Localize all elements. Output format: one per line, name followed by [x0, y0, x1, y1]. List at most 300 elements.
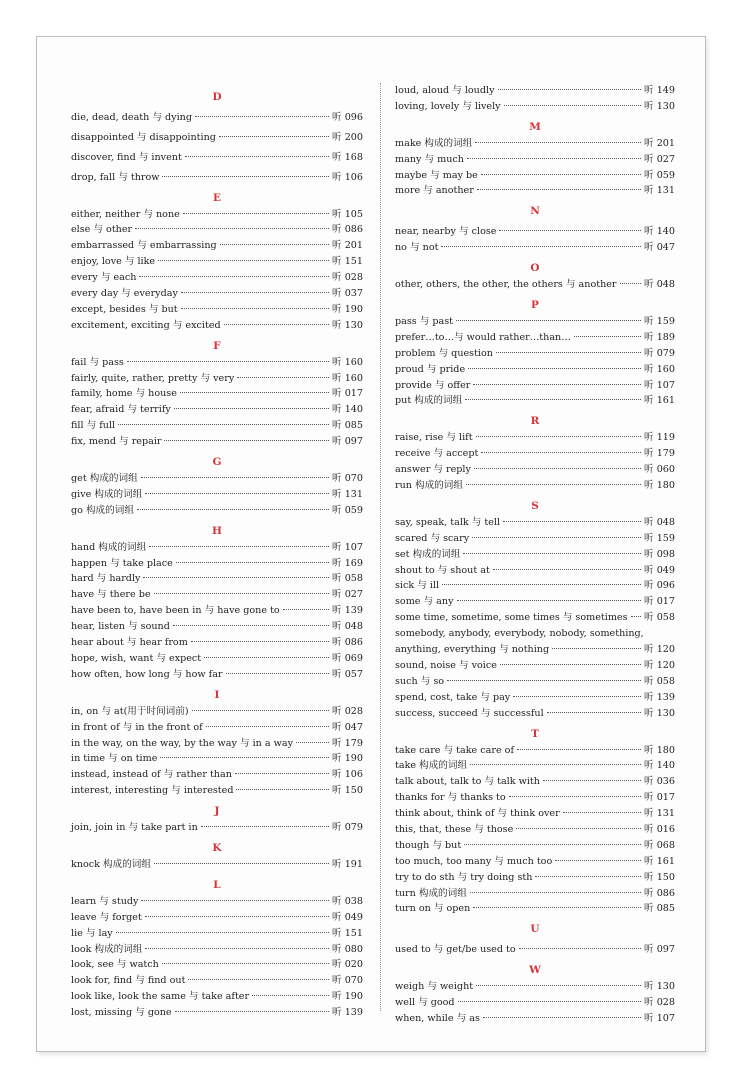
section-letter: J	[214, 805, 220, 818]
entry-text: maybe 与 may be	[395, 169, 478, 181]
page-label: 听	[332, 303, 342, 315]
page-label: 听	[644, 691, 654, 703]
page-number: 047	[656, 242, 675, 254]
entry-text: other, others, the other, the others 与 another	[395, 279, 617, 291]
index-entry	[71, 603, 363, 619]
entry-page	[644, 430, 675, 446]
entry-text: instead, instead of 与 rather than	[71, 769, 232, 781]
section-letter: O	[530, 262, 540, 275]
page-label: 听	[644, 707, 654, 719]
entry-text: get 构成的词组	[71, 473, 138, 485]
page-number: 105	[344, 208, 363, 220]
entry-page	[644, 378, 675, 394]
entry-page	[332, 1005, 363, 1021]
index-entry	[395, 430, 675, 446]
index-entry	[71, 1005, 363, 1021]
index-entry	[395, 642, 675, 658]
entry-text: family, home 与 house	[71, 388, 177, 400]
page-label: 听	[332, 737, 342, 749]
dot-leader	[456, 320, 641, 321]
entry-text: say, speak, talk 与 tell	[395, 516, 501, 528]
dot-leader	[493, 569, 641, 570]
index-column-left	[71, 85, 363, 1021]
page-number: 140	[344, 404, 363, 416]
page-label: 听	[644, 839, 654, 851]
entry-page	[644, 362, 675, 378]
dot-leader	[466, 484, 641, 485]
page-number: 058	[656, 612, 675, 624]
dot-leader	[224, 324, 329, 325]
entry-text: discover, find 与 invent	[71, 151, 182, 163]
entry-page	[644, 658, 675, 674]
section-letter: S	[531, 499, 539, 512]
entry-text: have 与 there be	[71, 589, 151, 601]
page-label: 听	[644, 564, 654, 576]
index-entry	[395, 942, 675, 958]
page-label: 听	[644, 532, 654, 544]
dot-leader	[509, 796, 641, 797]
dot-leader	[470, 764, 641, 765]
entry-page	[644, 995, 675, 1011]
entry-page	[644, 674, 675, 690]
entry-text: turn on 与 open	[395, 903, 471, 915]
page-number: 037	[344, 288, 363, 300]
page-label: 听	[644, 776, 654, 788]
entry-text: loving, lovely 与 lively	[395, 100, 501, 112]
entry-text: pass 与 past	[395, 316, 454, 328]
page-label: 听	[644, 744, 654, 756]
page-label: 听	[644, 185, 654, 197]
page-number: 086	[344, 637, 363, 649]
page-label: 听	[332, 959, 342, 971]
entry-text: hard 与 hardly	[71, 573, 141, 585]
index-entry	[395, 758, 675, 774]
index-entry	[71, 720, 363, 736]
page-number: 098	[656, 548, 675, 560]
entry-text: more 与 another	[395, 185, 474, 197]
index-entry	[395, 743, 675, 759]
dot-leader	[237, 377, 329, 378]
index-section	[395, 412, 675, 494]
entry-text: fix, mend 与 repair	[71, 436, 162, 448]
entry-page	[332, 110, 363, 126]
page-number: 201	[344, 240, 363, 252]
entry-text: provide 与 offer	[395, 379, 471, 391]
entry-text: every 与 each	[71, 272, 137, 284]
index-section	[71, 802, 363, 836]
entry-page	[332, 170, 363, 186]
index-entry	[71, 736, 363, 752]
page-label: 听	[644, 760, 654, 772]
index-entry	[71, 207, 363, 223]
entry-page	[332, 207, 363, 223]
entry-text: leave 与 forget	[71, 911, 142, 923]
page-label: 听	[644, 792, 654, 804]
entry-text: many 与 much	[395, 153, 464, 165]
page-label: 听	[644, 85, 654, 96]
entry-text: go 构成的词组	[71, 504, 134, 516]
index-entry	[395, 690, 675, 706]
index-entry	[71, 957, 363, 973]
index-entry	[395, 886, 675, 902]
page-number: 016	[656, 823, 675, 835]
page-number: 189	[656, 331, 675, 343]
index-entry	[71, 973, 363, 989]
entry-page	[332, 540, 363, 556]
entry-text: anything, everything 与 nothing	[395, 644, 550, 656]
page-label: 听	[332, 420, 342, 432]
dot-leader	[176, 562, 329, 563]
entry-page	[332, 820, 363, 836]
dot-leader	[517, 749, 641, 750]
index-entry	[71, 222, 363, 238]
page-label: 听	[332, 112, 342, 123]
index-entry	[395, 610, 675, 626]
index-section	[395, 920, 675, 958]
entry-page	[332, 751, 363, 767]
index-entry	[71, 110, 363, 126]
page-number: 131	[656, 808, 675, 820]
index-entry	[395, 563, 675, 579]
entry-page	[332, 130, 363, 146]
page-label: 听	[332, 436, 342, 448]
dot-leader	[563, 812, 641, 813]
dot-leader	[201, 826, 329, 827]
dot-leader	[191, 641, 329, 642]
page-label: 听	[644, 855, 654, 867]
entry-text: in, on 与 at(用于时间词前)	[71, 705, 189, 717]
entry-text: too much, too many 与 much too	[395, 855, 553, 867]
entry-page	[644, 774, 675, 790]
dot-leader	[192, 710, 329, 711]
page-label: 听	[644, 808, 654, 820]
entry-text: look for, find 与 find out	[71, 975, 186, 987]
section-letter: F	[213, 339, 221, 352]
page-label: 听	[332, 388, 342, 400]
entry-page	[644, 706, 675, 722]
page-number: 080	[344, 943, 363, 955]
dot-leader	[141, 900, 329, 901]
dot-leader	[477, 189, 641, 190]
dot-leader	[236, 789, 329, 790]
page-number: 058	[656, 675, 675, 687]
index-column-right	[395, 83, 675, 1027]
index-entry	[71, 667, 363, 683]
page-number: 059	[344, 504, 363, 516]
entry-page	[644, 610, 675, 626]
entry-page	[332, 926, 363, 942]
entry-text: fill 与 full	[71, 420, 116, 432]
entry-page	[644, 478, 675, 494]
page-number: 107	[656, 1012, 675, 1024]
page-label: 听	[332, 858, 342, 870]
dot-leader	[188, 979, 329, 980]
page-label: 听	[644, 903, 654, 915]
dot-leader	[473, 907, 641, 908]
page-label: 听	[332, 288, 342, 300]
entry-text: lost, missing 与 gone	[71, 1007, 172, 1019]
entry-text: thanks for 与 thanks to	[395, 792, 506, 804]
index-entry	[395, 838, 675, 854]
entry-page	[644, 822, 675, 838]
entry-text: fairly, quite, rather, pretty 与 very	[71, 372, 235, 384]
index-section	[395, 296, 675, 409]
entry-page	[332, 635, 363, 651]
dot-leader	[473, 384, 641, 385]
dot-leader	[145, 493, 329, 494]
entry-page	[332, 487, 363, 503]
page-number: 070	[344, 473, 363, 485]
page-label: 听	[644, 331, 654, 343]
entry-text: fail 与 pass	[71, 356, 124, 368]
dot-leader	[552, 648, 641, 649]
dot-leader	[162, 176, 329, 177]
page-number: 161	[656, 855, 675, 867]
entry-text: try to do sth 与 try doing sth	[395, 871, 533, 883]
index-entry	[395, 674, 675, 690]
section-letter: G	[212, 456, 222, 469]
page-number: 017	[656, 792, 675, 804]
entry-text: excitement, exciting 与 excited	[71, 319, 221, 331]
entry-page	[332, 386, 363, 402]
entry-page	[644, 393, 675, 409]
dot-leader	[468, 368, 641, 369]
dot-leader	[174, 408, 329, 409]
dot-leader	[226, 673, 330, 674]
page-number: 130	[656, 981, 675, 993]
entry-text: either, neither 与 none	[71, 208, 180, 220]
dot-leader	[441, 246, 641, 247]
page-number: 151	[344, 256, 363, 268]
index-entry	[395, 854, 675, 870]
index-entry	[395, 901, 675, 917]
entry-text: drop, fall 与 throw	[71, 171, 160, 183]
page-number: 179	[656, 448, 675, 460]
index-entry	[395, 774, 675, 790]
page-label: 听	[644, 395, 654, 407]
index-entry	[395, 706, 675, 722]
entry-text: near, nearby 与 close	[395, 226, 497, 238]
page-label: 听	[644, 153, 654, 165]
entry-page	[332, 571, 363, 587]
page-label: 听	[332, 473, 342, 485]
page-number: 200	[344, 131, 363, 143]
page-number: 048	[344, 621, 363, 633]
page-number: 140	[656, 760, 675, 772]
page-number: 069	[344, 652, 363, 664]
page-label: 听	[332, 769, 342, 781]
dot-leader	[173, 625, 329, 626]
entry-text: in the way, on the way, by the way 与 in a way	[71, 737, 294, 749]
dot-leader	[204, 657, 329, 658]
page-number: 191	[344, 858, 363, 870]
page-number: 017	[656, 596, 675, 608]
index-section	[395, 118, 675, 200]
index-entry	[395, 393, 675, 409]
index-entry	[71, 894, 363, 910]
page-label: 听	[644, 596, 654, 608]
entry-page	[332, 355, 363, 371]
dot-leader	[154, 593, 329, 594]
entry-text: in front of 与 in the front of	[71, 721, 203, 733]
index-section	[71, 453, 363, 519]
dot-leader	[474, 468, 641, 469]
index-entry	[395, 515, 675, 531]
page-number: 017	[344, 388, 363, 400]
entry-page	[332, 270, 363, 286]
page-number: 159	[656, 316, 675, 328]
index-section	[71, 839, 363, 873]
page-label: 听	[332, 927, 342, 939]
index-entry	[71, 130, 363, 146]
entry-text: hear about 与 hear from	[71, 637, 188, 649]
dot-leader	[503, 521, 641, 522]
dot-leader	[476, 436, 641, 437]
entry-text: hope, wish, want 与 expect	[71, 652, 202, 664]
page-number: 028	[344, 705, 363, 717]
dot-leader	[219, 136, 329, 137]
page-number: 097	[344, 436, 363, 448]
entry-page	[644, 83, 675, 99]
entry-page	[644, 594, 675, 610]
page-number: 068	[656, 839, 675, 851]
page-number: 107	[344, 541, 363, 553]
index-page	[36, 36, 706, 1052]
page-label: 听	[332, 589, 342, 601]
dot-leader	[447, 680, 641, 681]
entry-text: no 与 not	[395, 242, 439, 254]
entry-page	[332, 556, 363, 572]
index-entry	[395, 547, 675, 563]
section-letter: N	[530, 205, 540, 218]
entry-page	[332, 238, 363, 254]
dot-leader	[145, 916, 329, 917]
dot-leader	[141, 477, 329, 478]
entry-text: die, dead, death 与 dying	[71, 112, 192, 123]
entry-page	[644, 758, 675, 774]
index-section	[71, 876, 363, 1021]
entry-page	[644, 690, 675, 706]
index-section	[71, 189, 363, 334]
page-label: 听	[644, 379, 654, 391]
dot-leader	[135, 228, 329, 229]
page-label: 听	[332, 975, 342, 987]
index-entry	[395, 658, 675, 674]
index-section	[395, 202, 675, 256]
entry-page	[644, 240, 675, 256]
index-entry	[71, 355, 363, 371]
entry-text: look, see 与 watch	[71, 959, 159, 971]
index-section	[395, 961, 675, 1027]
entry-page	[332, 910, 363, 926]
index-entry	[395, 183, 675, 199]
dot-leader	[183, 213, 329, 214]
page-label: 听	[332, 605, 342, 617]
entry-page	[644, 224, 675, 240]
entry-text: raise, rise 与 lift	[395, 432, 473, 444]
dot-leader	[481, 174, 641, 175]
index-entry	[71, 767, 363, 783]
page-number: 150	[656, 871, 675, 883]
index-entry	[395, 136, 675, 152]
entry-page	[644, 854, 675, 870]
section-letter: U	[530, 923, 540, 936]
index-entry	[71, 942, 363, 958]
entry-page	[332, 150, 363, 166]
index-entry	[71, 704, 363, 720]
entry-page	[644, 901, 675, 917]
page-label: 听	[644, 226, 654, 238]
dot-leader	[620, 283, 642, 284]
index-entry	[71, 471, 363, 487]
entry-page	[644, 446, 675, 462]
index-section	[71, 522, 363, 683]
page-label: 听	[644, 1012, 654, 1024]
entry-text: interest, interesting 与 interested	[71, 785, 234, 797]
section-letter: H	[212, 524, 222, 537]
dot-leader	[185, 156, 329, 157]
entry-text: else 与 other	[71, 224, 133, 236]
page-label: 听	[332, 721, 342, 733]
dot-leader	[513, 696, 641, 697]
entry-page	[644, 743, 675, 759]
page-label: 听	[644, 644, 654, 656]
page-label: 听	[644, 316, 654, 328]
entry-page	[332, 736, 363, 752]
index-entry	[395, 870, 675, 886]
page-label: 听	[332, 705, 342, 717]
page-label: 听	[332, 557, 342, 569]
entry-text: hear, listen 与 sound	[71, 621, 170, 633]
page-number: 139	[656, 691, 675, 703]
page-label: 听	[332, 171, 342, 183]
page-label: 听	[332, 668, 342, 680]
index-entry	[71, 783, 363, 799]
entry-page	[332, 371, 363, 387]
index-entry	[395, 822, 675, 838]
index-entry	[71, 651, 363, 667]
entry-text: used to 与 get/be used to	[395, 944, 516, 956]
dot-leader	[499, 230, 641, 231]
entry-text: somebody, anybody, everybody, nobody, something,	[395, 628, 644, 640]
entry-page	[644, 942, 675, 958]
page-label: 听	[332, 504, 342, 516]
dot-leader	[500, 664, 641, 665]
dot-leader	[470, 892, 641, 893]
index-entry	[395, 83, 675, 99]
entry-text: how often, how long 与 how far	[71, 668, 223, 680]
entry-page	[332, 318, 363, 334]
dot-leader	[162, 963, 329, 964]
dot-leader	[118, 424, 329, 425]
entry-text: think about, think of 与 think over	[395, 808, 560, 820]
entry-text: well 与 good	[395, 997, 455, 1009]
page-number: 096	[344, 112, 363, 123]
section-letter: R	[530, 415, 540, 428]
page-number: 027	[344, 589, 363, 601]
page-number: 047	[344, 721, 363, 733]
index-entry	[71, 402, 363, 418]
index-entry	[71, 571, 363, 587]
index-entry	[71, 635, 363, 651]
page-label: 听	[332, 256, 342, 268]
entry-text: weigh 与 weight	[395, 981, 474, 993]
entry-text: receive 与 accept	[395, 448, 479, 460]
dot-leader	[555, 860, 641, 861]
entry-page	[644, 531, 675, 547]
entry-page	[644, 183, 675, 199]
index-section	[71, 88, 363, 186]
